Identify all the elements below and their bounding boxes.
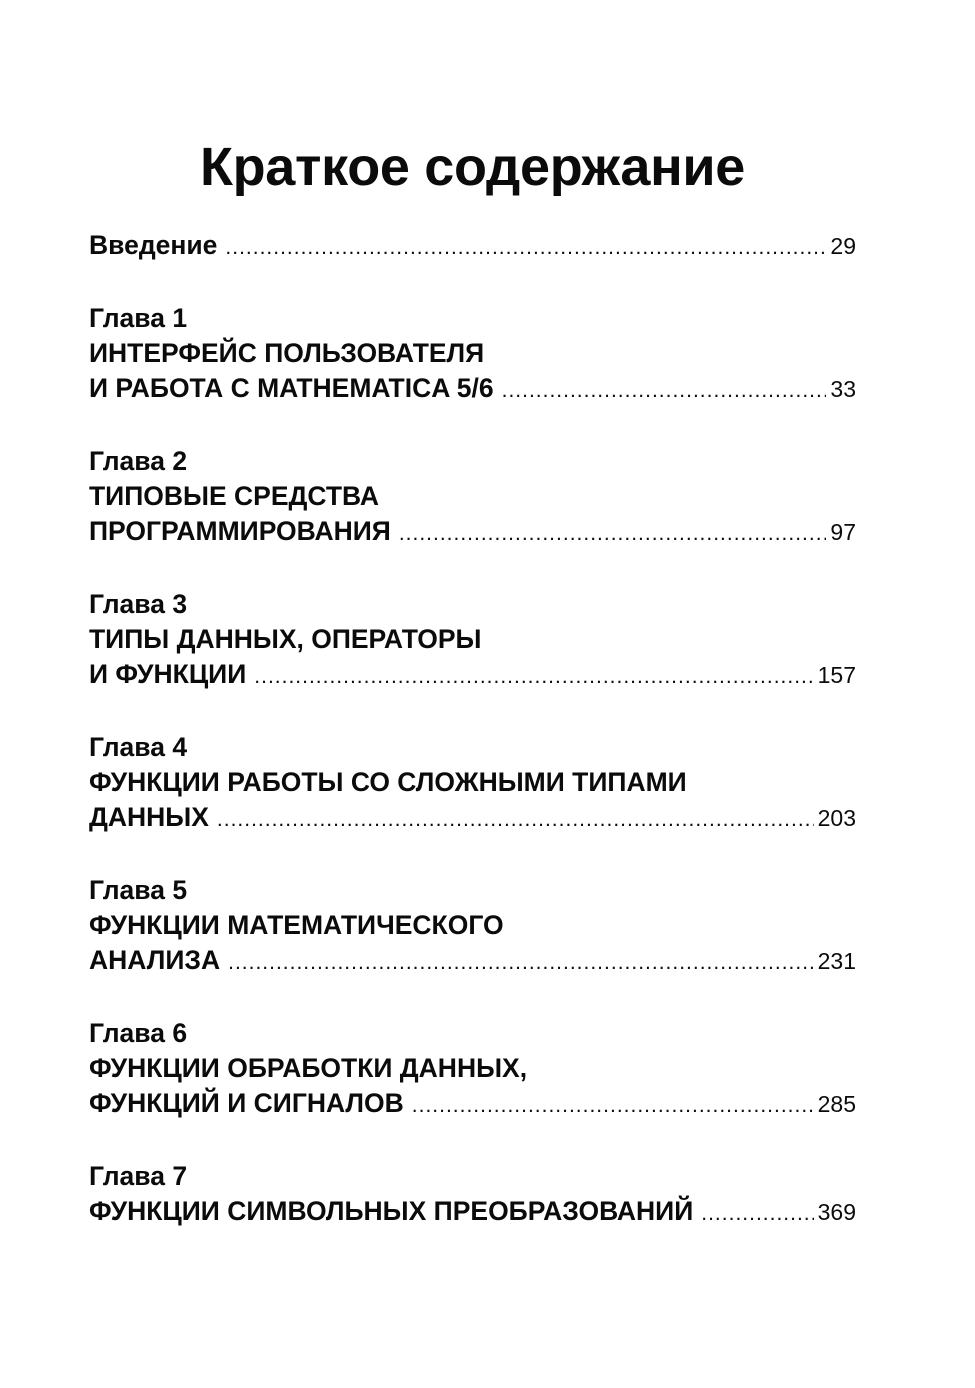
chapter-heading: Глава 4 — [89, 732, 188, 762]
toc-row — [89, 657, 856, 694]
chapter-heading: Глава 6 — [89, 1018, 188, 1048]
chapter-title-line: ФУНКЦИИ РАБОТЫ СО СЛОЖНЫМИ ТИПАМИ — [89, 767, 687, 797]
chapter-heading: Глава 1 — [89, 303, 188, 333]
toc-entry-chapter-2 — [89, 444, 856, 551]
chapter-title-line: ТИПОВЫЕ СРЕДСТВА — [89, 481, 379, 511]
page-number: 33 — [830, 376, 856, 402]
chapter-title-line: ДАННЫХ — [89, 802, 209, 832]
chapter-title-line: ИНТЕРФЕЙС ПОЛЬЗОВАТЕЛЯ — [89, 338, 485, 368]
toc-entry-chapter-6 — [89, 1016, 856, 1123]
page-number: 29 — [830, 233, 856, 259]
page-number: 157 — [817, 662, 856, 688]
toc-row — [89, 514, 856, 551]
chapter-title-line: ФУНКЦИИ СИМВОЛЬНЫХ ПРЕОБРАЗОВАНИЙ — [89, 1196, 694, 1226]
toc-row — [89, 228, 856, 265]
toc-entry-title: Введение — [89, 230, 218, 260]
toc-entry-chapter-7 — [89, 1159, 856, 1231]
dot-leader — [399, 516, 827, 551]
dot-leader — [225, 230, 826, 265]
chapter-title-line: ПРОГРАММИРОВАНИЯ — [89, 516, 391, 546]
toc-row — [89, 943, 856, 980]
toc-entry-chapter-4 — [89, 730, 856, 837]
page-number: 231 — [817, 948, 856, 974]
toc-entry-chapter-5 — [89, 873, 856, 980]
toc-entry-intro — [89, 228, 856, 265]
page-title: Краткое содержание — [199, 137, 746, 197]
chapter-title-line: ФУНКЦИИ ОБРАБОТКИ ДАННЫХ, — [89, 1053, 528, 1083]
page-number: 97 — [830, 519, 856, 545]
dot-leader — [412, 1088, 814, 1123]
table-of-contents — [89, 228, 856, 1267]
dot-leader — [254, 659, 813, 694]
chapter-title-line: И РАБОТА С MATHEMATICA 5/6 — [89, 373, 494, 403]
chapter-heading: Глава 7 — [89, 1161, 188, 1191]
chapter-title-line: ФУНКЦИЙ И СИГНАЛОВ — [89, 1088, 404, 1118]
chapter-heading: Глава 3 — [89, 589, 188, 619]
chapter-heading: Глава 2 — [89, 446, 188, 476]
chapter-heading: Глава 5 — [89, 875, 188, 905]
dot-leader — [701, 1196, 813, 1231]
dot-leader — [228, 945, 814, 980]
page-number: 285 — [817, 1091, 856, 1117]
toc-entry-chapter-3 — [89, 587, 856, 694]
chapter-title-line: ФУНКЦИИ МАТЕМАТИЧЕСКОГО — [89, 910, 504, 940]
toc-row — [89, 800, 856, 837]
chapter-title-line: АНАЛИЗА — [89, 945, 221, 975]
toc-row — [89, 371, 856, 408]
dot-leader — [502, 373, 827, 408]
page-number: 203 — [817, 805, 856, 831]
chapter-title-line: И ФУНКЦИИ — [89, 659, 247, 689]
toc-row — [89, 1086, 856, 1123]
dot-leader — [217, 802, 814, 837]
toc-entry-chapter-1 — [89, 301, 856, 408]
chapter-list — [89, 301, 856, 1231]
page-number: 369 — [817, 1199, 856, 1225]
chapter-title-line: ТИПЫ ДАННЫХ, ОПЕРАТОРЫ — [89, 624, 482, 654]
toc-row — [89, 1194, 856, 1231]
